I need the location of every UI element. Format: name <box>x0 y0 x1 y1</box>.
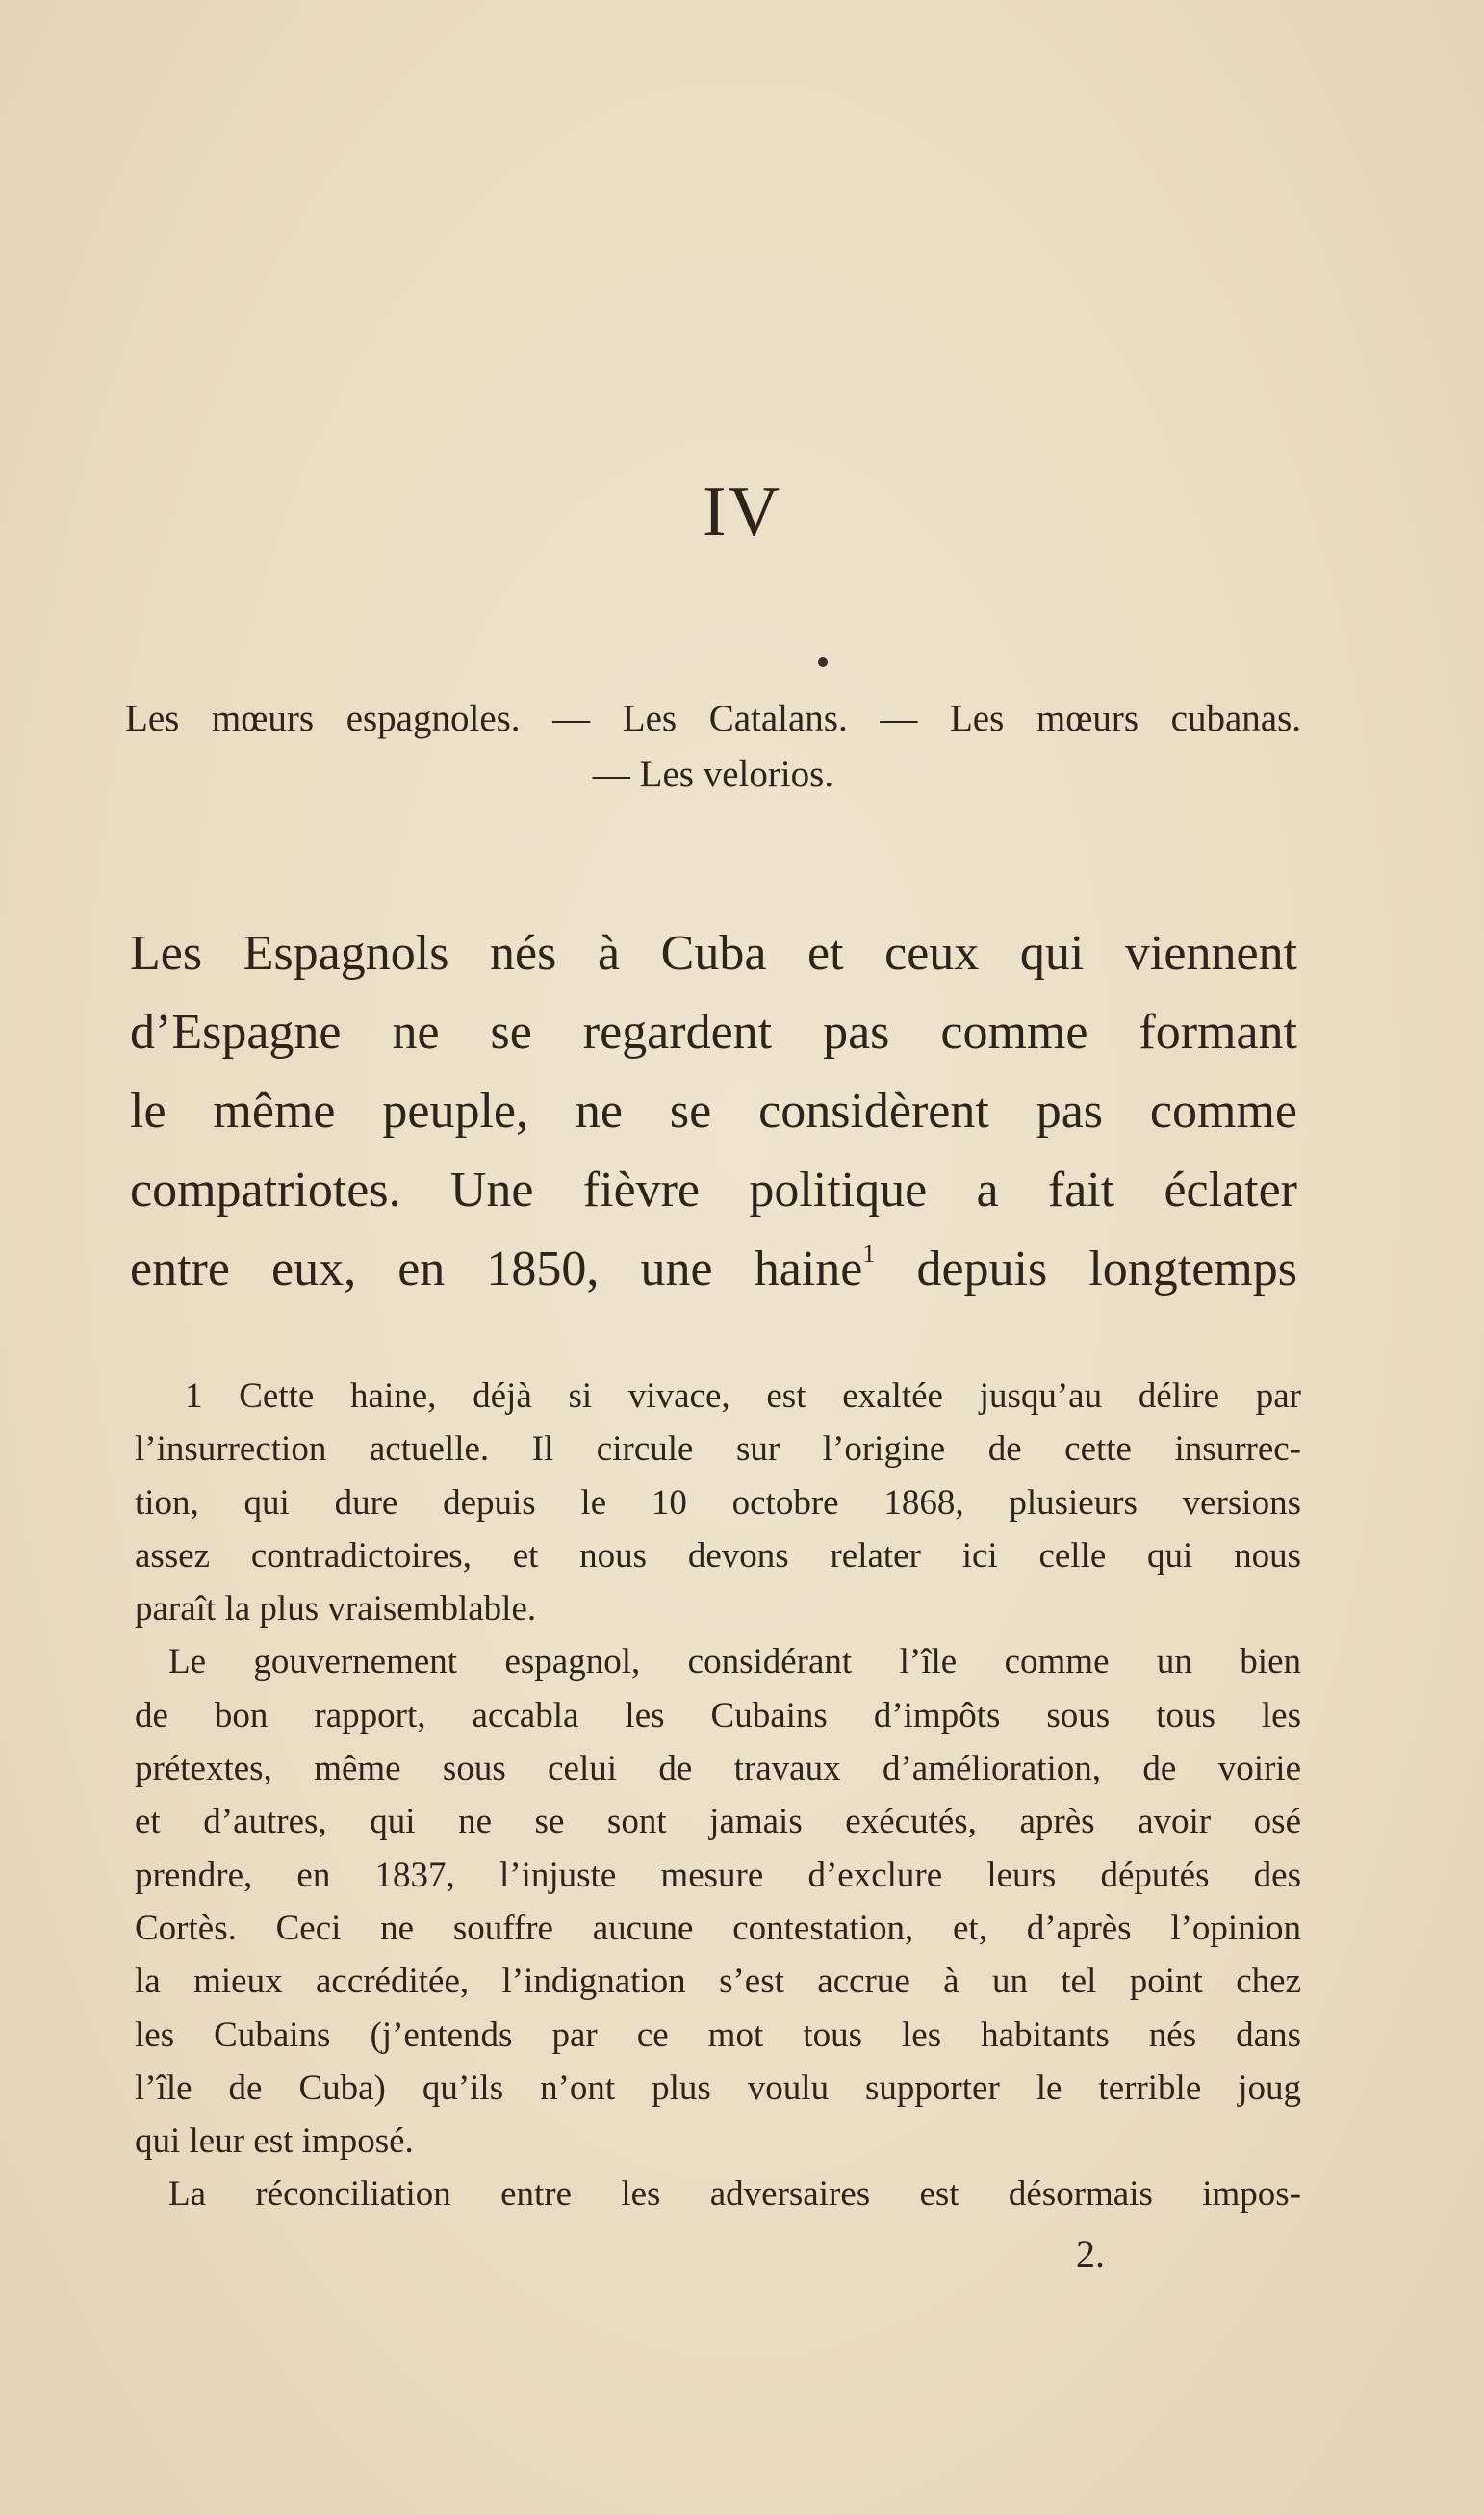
footnote-line: 1 Cette haine, déjà si vivace, est exaltée jusqu’au délire par <box>185 1376 1301 1416</box>
main-paragraph <box>130 914 1297 1309</box>
footnote-line: de bon rapport, accabla les Cubains d’impôts sous tous les <box>135 1695 1301 1735</box>
summary-line: Les mœurs espagnoles. — Les Catalans. — Les mœurs cubanas. <box>125 698 1301 739</box>
paragraph-line-text: depuis longtemps <box>875 1242 1297 1296</box>
footnote-line: paraît la plus vraisemblable. <box>135 1589 537 1630</box>
footnote-line: tion, qui dure depuis le 10 octobre 1868, plusieurs versions <box>135 1482 1301 1523</box>
ink-dot <box>818 657 828 667</box>
footnote-line: Le gouvernement espagnol, considérant l’île comme un bien <box>168 1642 1301 1682</box>
footnote-line: assez contradictoires, et nous devons relater ici celle qui nous <box>135 1535 1301 1576</box>
footnote-line: la mieux accréditée, l’indignation s’est accrue à un tel point chez <box>135 1962 1301 2002</box>
paragraph-line: d’Espagne ne se regardent pas comme formant <box>130 1005 1297 1060</box>
paragraph-line: Les Espagnols nés à Cuba et ceux qui viennent <box>130 926 1297 981</box>
paragraph-line: compatriotes. Une fièvre politique a fait éclater <box>130 1163 1297 1218</box>
paragraph-line: le même peuple, ne se considèrent pas comme <box>130 1084 1297 1139</box>
footnote-reference: 1 <box>862 1240 876 1268</box>
footnote-line: l’île de Cuba) qu’ils n’ont plus voulu supporter le terrible joug <box>135 2067 1301 2108</box>
chapter-number: IV <box>702 473 782 552</box>
signature-mark: 2. <box>1076 2232 1105 2275</box>
paragraph-line <box>130 1230 1297 1309</box>
footnote-block <box>135 1370 1301 2221</box>
footnote-line: et d’autres, qui ne se sont jamais exécutés, après avoir osé <box>135 1802 1301 1842</box>
paragraph-line-text: entre eux, en 1850, une haine <box>130 1242 863 1296</box>
footnote-line: prétextes, même sous celui de travaux d’amélioration, de voirie <box>135 1749 1301 1789</box>
footnote-line: La réconciliation entre les adversaires est désormais impos- <box>168 2174 1301 2215</box>
footnote-line: les Cubains (j’entends par ce mot tous les habitants nés dans <box>135 2015 1301 2055</box>
summary-line: — Les velorios. <box>592 754 834 795</box>
footnote-line: l’insurrection actuelle. Il circule sur l’origine de cette insurrec- <box>135 1429 1301 1470</box>
footnote-line: prendre, en 1837, l’injuste mesure d’exclure leurs députés des <box>135 1855 1301 1895</box>
footnote-line: qui leur est imposé. <box>135 2121 414 2162</box>
footnote-line: Cortès. Ceci ne souffre aucune contestation, et, d’après l’opinion <box>135 1908 1301 1948</box>
chapter-summary <box>125 691 1301 803</box>
